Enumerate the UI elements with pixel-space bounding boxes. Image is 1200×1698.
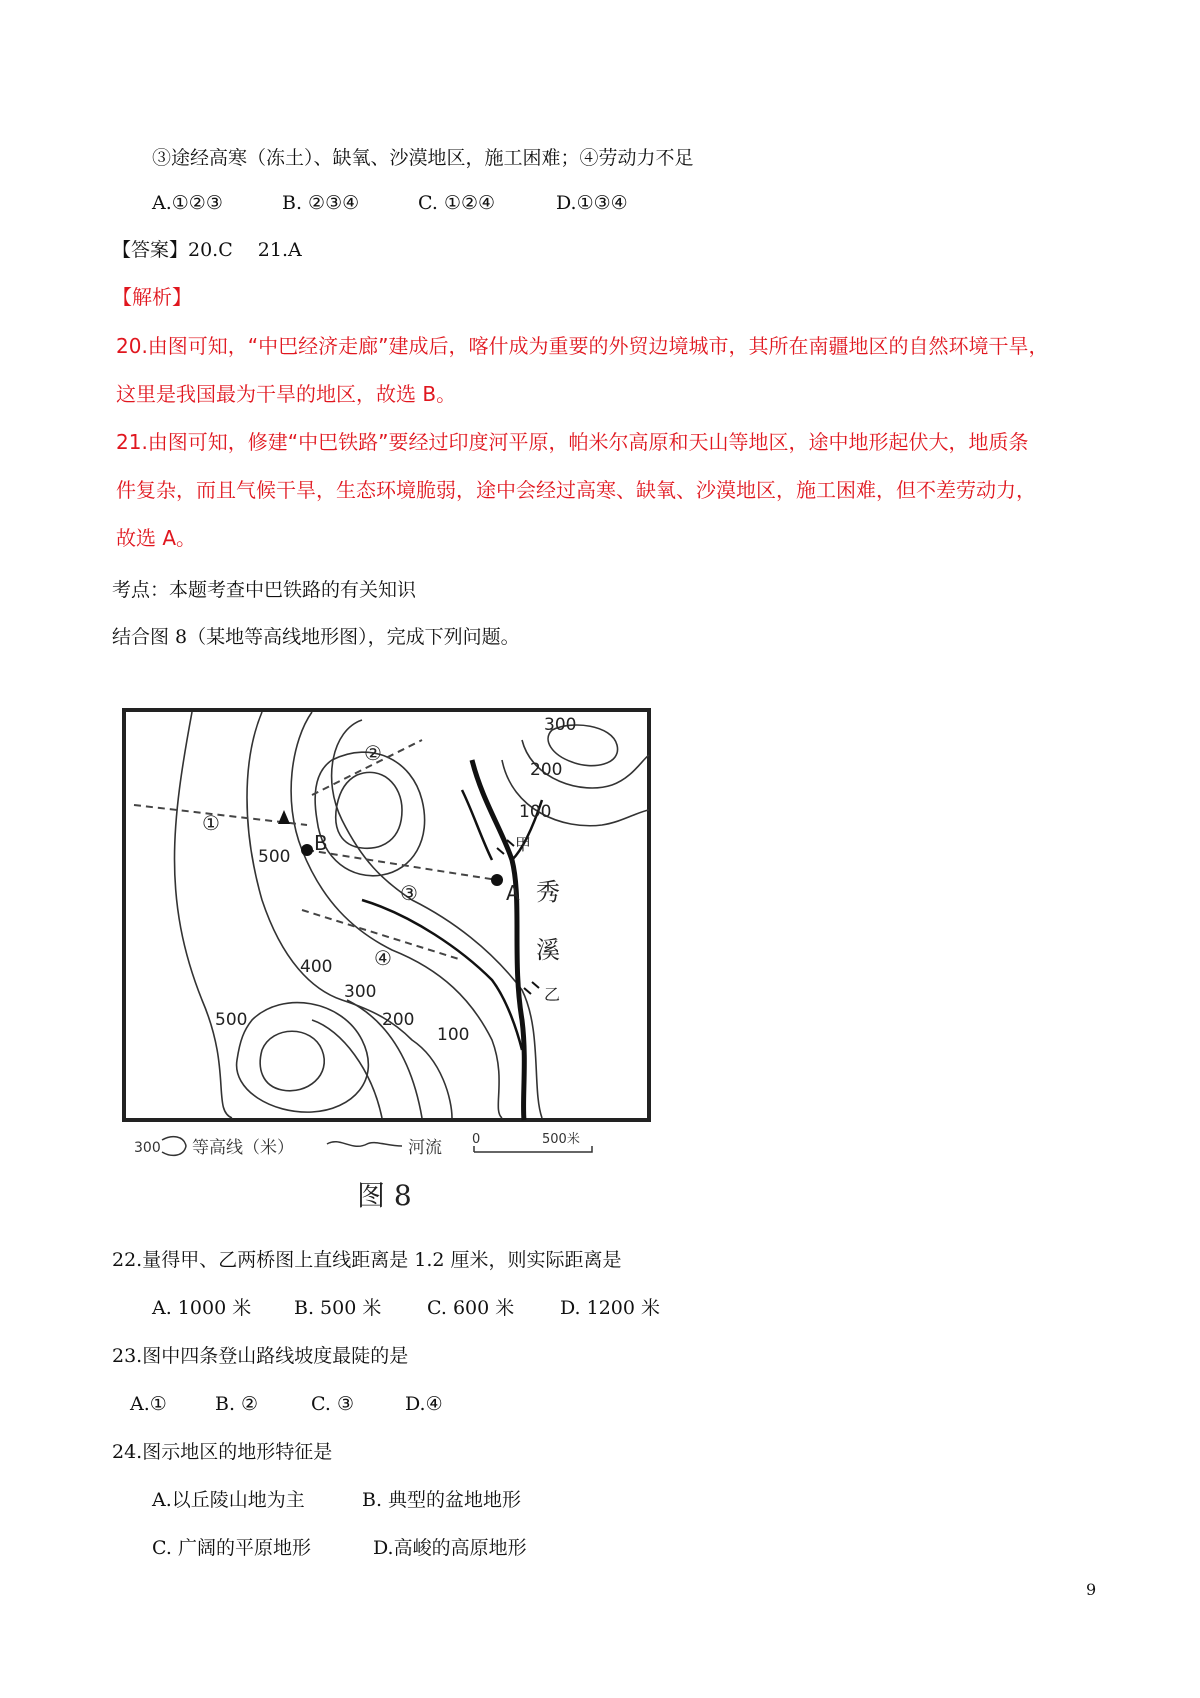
q22-option-c: C. 600 米 [427,1297,515,1319]
point-b-marker [301,844,313,856]
q24-stem: 24.图示地区的地形特征是 [112,1441,333,1463]
route-label-1: ① [202,811,220,835]
analysis-label: 【解析】 [112,285,192,309]
legend-river-text: 河流 [408,1138,442,1158]
contour-label: 200 [530,760,563,780]
analysis-line-4: 件复杂，而且气候干旱，生态环境脆弱，途中会经过高寒、缺氧、沙漠地区，施工困难，但不差劳动力， [116,478,1036,502]
q24-option-a: A.以丘陵山地为主 [152,1489,305,1511]
analysis-line-3: 21.由图可知，修建“中巴铁路”要经过印度河平原，帕米尔高原和天山等地区，途中地形起伏大，地质条 [116,430,1029,454]
legend-scale-zero: 0 [472,1132,481,1147]
analysis-line-1: 20.由图可知，“中巴经济走廊”建成后，喀什成为重要的外贸边境城市，其所在南疆地区的自然环境干旱， [116,334,1049,358]
contour-label: 200 [382,1010,415,1030]
q21-option-a: A.①②③ [152,192,223,214]
contour-label: 500 [258,847,291,867]
q24-option-d: D.高峻的高原地形 [373,1537,527,1559]
legend-contour-text: 等高线（米） [192,1138,294,1158]
route-label-4: ④ [374,946,392,970]
q23-option-d: D.④ [405,1393,443,1415]
contour-label: 300 [544,715,577,735]
legend-contour-sample: 300 [134,1140,161,1156]
q24-option-b: B. 典型的盆地地形 [362,1489,522,1511]
contour-label: 100 [519,802,552,822]
route-label-2: ② [364,741,382,765]
q21-option-b: B. ②③④ [282,192,360,214]
route-label-3: ③ [400,881,418,905]
q23-option-a: A.① [130,1393,167,1415]
q22-option-d: D. 1200 米 [560,1297,661,1319]
q21-option-text: ③途经高寒（冻土）、缺氧、沙漠地区，施工困难；④劳动力不足 [152,147,694,169]
point-b-label: B [314,831,328,855]
analysis-line-5: 故选 A。 [116,526,197,550]
q23-option-b: B. ② [215,1393,259,1415]
q24-option-c: C. 广阔的平原地形 [152,1537,311,1559]
q21-option-d: D.①③④ [556,192,628,214]
q22-option-b: B. 500 米 [294,1297,382,1319]
contour-map-figure [112,700,662,1220]
q22-option-a: A. 1000 米 [152,1297,252,1319]
contour-label: 400 [300,957,333,977]
legend-scale-end: 500米 [542,1132,580,1147]
bridge-jia-label: 甲 [515,835,532,854]
q21-option-c: C. ①②④ [418,192,496,214]
kaodian-line: 考点：本题考查中巴铁路的有关知识 [112,579,417,601]
contour-label: 300 [344,982,377,1002]
river-name-2: 溪 [536,936,560,964]
q23-stem: 23.图中四条登山路线坡度最陡的是 [112,1345,409,1367]
contour-label: 100 [437,1025,470,1045]
figure-intro: 结合图 8（某地等高线地形图），完成下列问题。 [112,626,520,648]
bridge-yi-label: 乙 [544,985,561,1004]
river-name-1: 秀 [536,878,560,906]
contour-label: 500 [215,1010,248,1030]
analysis-line-2: 这里是我国最为干旱的地区，故选 B。 [116,382,457,406]
point-a-label: A [506,881,520,905]
q22-stem: 22.量得甲、乙两桥图上直线距离是 1.2 厘米，则实际距离是 [112,1249,622,1271]
figure-caption: 图 8 [357,1179,412,1212]
q23-option-c: C. ③ [311,1393,354,1415]
page-number: 9 [1086,1580,1097,1599]
point-a-marker [491,874,503,886]
answer-line: 【答案】20.C 21.A [112,239,302,261]
